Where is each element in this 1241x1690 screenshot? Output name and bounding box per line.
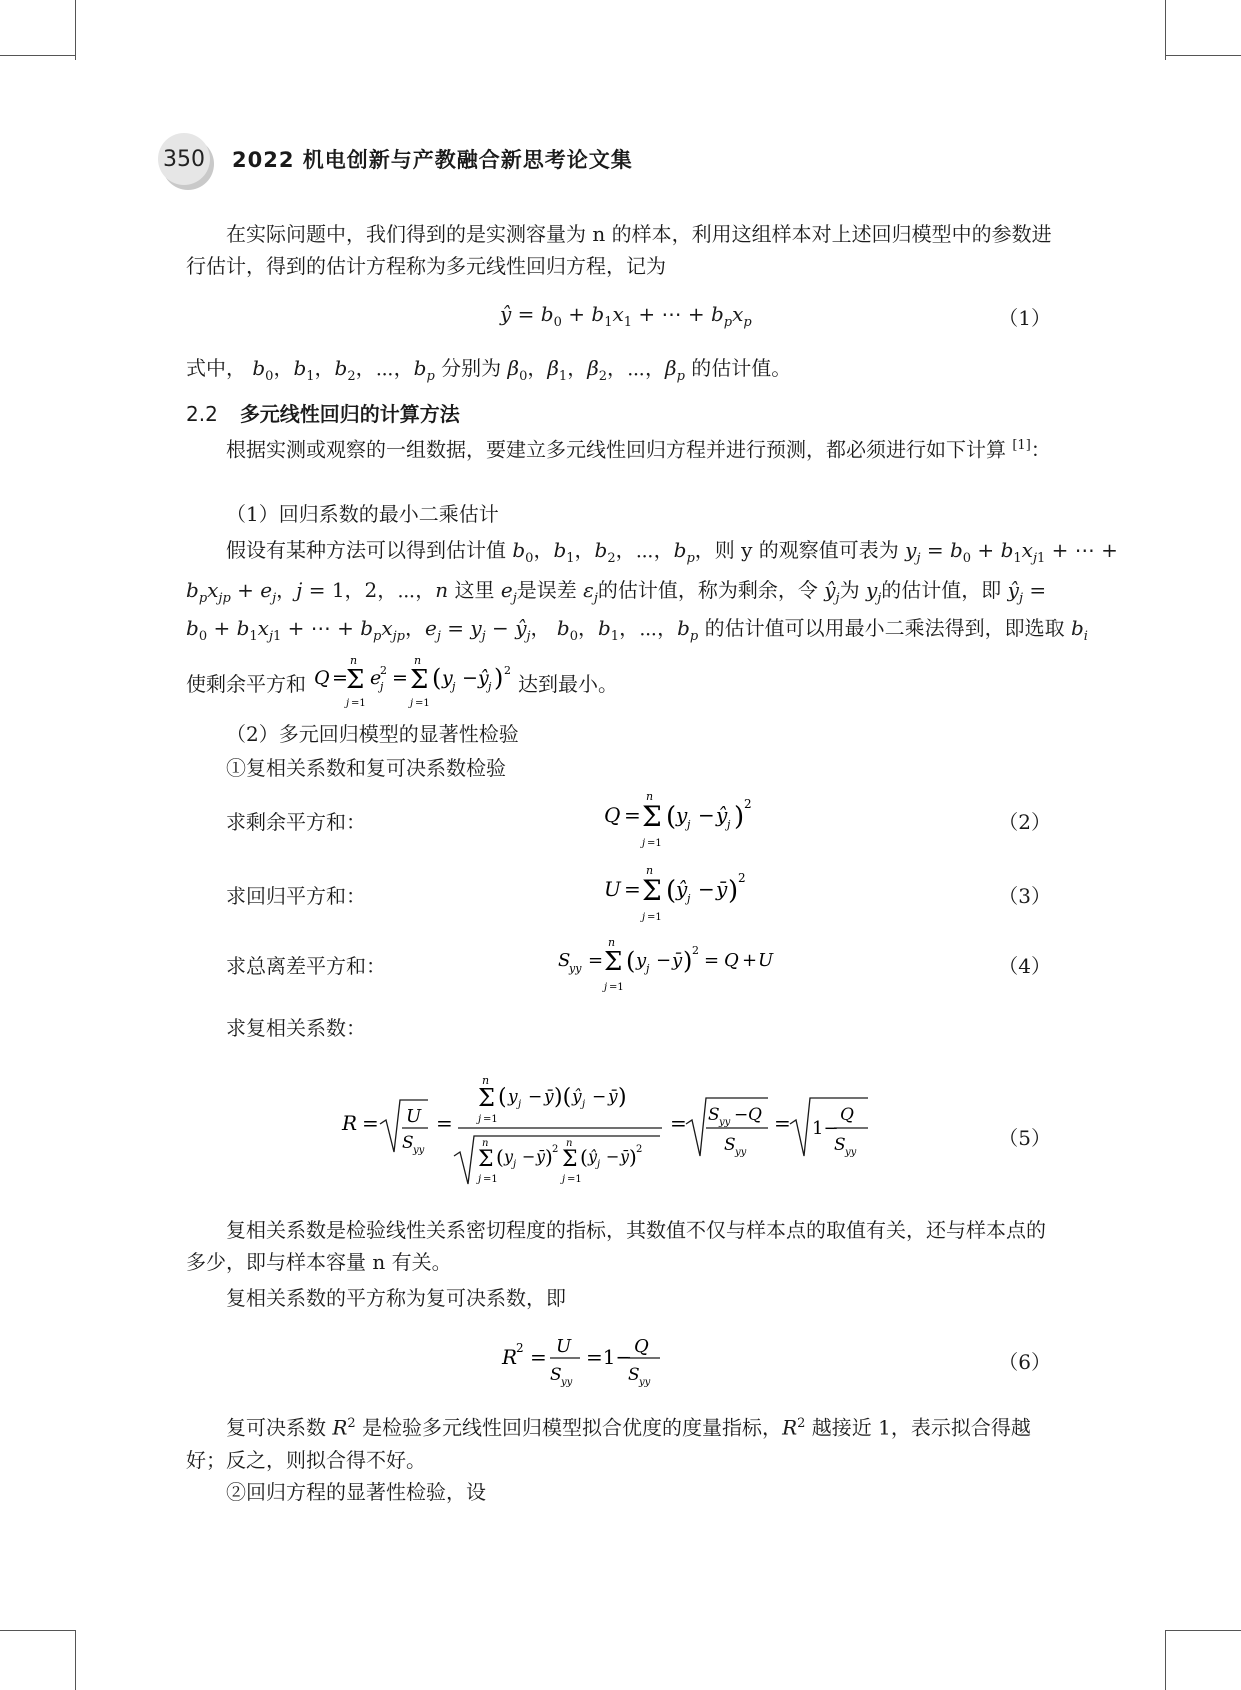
svg-text:−: − [698, 877, 715, 901]
equation-number-4: （4） [998, 954, 1051, 978]
section-title: 多元线性回归的计算方法 [239, 402, 460, 426]
svg-text:): ) [618, 1085, 627, 1110]
svg-text:−: − [462, 667, 478, 689]
svg-text:−: − [734, 1105, 749, 1125]
r2-desc-b: 是检验多元线性回归模型拟合优度的度量指标， [362, 1415, 783, 1440]
svg-text:ŷ: ŷ [716, 803, 728, 827]
ls-line2-a: 这里 [454, 578, 495, 602]
svg-text:−: − [522, 1147, 536, 1166]
equation-1: ŷ = $b_0 + b_1x_1$ + ⋯ + $b_px_p$ [500, 302, 752, 330]
svg-text:=: = [392, 667, 408, 689]
svg-text:j: j [642, 912, 646, 923]
svg-text:j: j [604, 982, 608, 993]
equation-3 [602, 860, 772, 926]
subsection-2-1-heading: ①复相关系数和复可决系数检验 [226, 756, 506, 780]
svg-text:n: n [566, 1138, 573, 1149]
svg-text:j: j [597, 1159, 601, 1170]
section-number: 2.2 [186, 402, 218, 426]
u-label: 求回归平方和： [226, 884, 366, 908]
svg-text:(: ( [432, 664, 442, 692]
svg-text:=: = [624, 803, 641, 827]
inline-q-formula [312, 650, 542, 712]
citation: [1] [1012, 438, 1031, 453]
subsection-1-heading: （1）回归系数的最小二乘估计 [226, 502, 499, 526]
section-heading [186, 398, 460, 427]
svg-text:j: j [582, 1099, 586, 1110]
svg-text:yy: yy [569, 962, 582, 975]
svg-text:j: j [687, 892, 691, 905]
crop-mark [1165, 55, 1241, 56]
ls-line-4-suffix: 达到最小。 [518, 672, 618, 696]
svg-text:y: y [508, 1087, 518, 1107]
svg-text:y: y [442, 667, 453, 689]
svg-text:=: = [362, 1111, 379, 1135]
calc-intro-text: 根据实测或观察的一组数据，要建立多元线性回归方程并进行预测，都必须进行如下计算 [226, 437, 1006, 462]
ls-line-2: $b_px_{jp} + e_j$，j = 1，2，⋯，n 这里 $e_j$是误差 $\varepsilon_j$的估计值，称为剩余，令 $ŷ_j$为 $y_j$的估计值，即 $ŷ_j$ = [186, 578, 1047, 606]
svg-text:=1: =1 [351, 698, 366, 709]
ls-line2-d: 为 [839, 578, 860, 602]
svg-text:j: j [646, 962, 650, 975]
svg-text:Q: Q [840, 1105, 854, 1125]
svg-text:(: ( [666, 876, 677, 906]
svg-text:): ) [728, 876, 739, 906]
crop-mark [75, 1630, 76, 1690]
svg-text:=: = [704, 950, 720, 971]
equation-number-1: （1） [998, 306, 1051, 330]
svg-text:1−: 1− [812, 1118, 839, 1139]
svg-text:Q: Q [314, 667, 330, 689]
ls-line-3: $b_0 + b_1x_{j1}$ + ⋯ + $b_px_{jp}$，$e_j = y_j$ − $ŷ_j$， $b_0$，$b_1$，⋯，$b_p$ 的估计值可以用最小二乘法得到，即选取 $b_i$ [186, 616, 1088, 644]
svg-text:yy: yy [413, 1145, 425, 1156]
svg-text:yy: yy [639, 1377, 651, 1388]
svg-text:U: U [758, 950, 774, 971]
where-suffix: 的估计值。 [691, 356, 792, 380]
svg-text:2: 2 [380, 664, 387, 677]
svg-text:Σ: Σ [642, 800, 662, 833]
equation-number-2: （2） [998, 810, 1051, 834]
ls-line2-e: 的估计值，即 [881, 578, 1002, 602]
svg-text:ŷ: ŷ [676, 877, 688, 901]
svg-text:): ) [629, 1145, 637, 1169]
svg-text:j: j [346, 698, 350, 709]
svg-text:2: 2 [504, 664, 511, 677]
calc-intro-colon: ： [1030, 437, 1051, 462]
crop-mark [1165, 1630, 1241, 1631]
r2-desc-a: 复可决系数 [226, 1415, 326, 1440]
svg-text:Σ: Σ [478, 1147, 494, 1172]
svg-text:yy: yy [845, 1147, 857, 1158]
svg-text:ȳ: ȳ [608, 1087, 618, 1107]
svg-text:Σ: Σ [346, 665, 365, 695]
ls-line1-a: 假设有某种方法可以得到估计值 [226, 538, 506, 562]
svg-text:+: + [742, 950, 758, 971]
q-label: 求剩余平方和： [226, 810, 366, 834]
svg-text:j: j [452, 680, 456, 693]
svg-text:j: j [518, 1099, 522, 1110]
svg-text:Q: Q [604, 803, 621, 827]
svg-text:ŷ: ŷ [572, 1087, 582, 1107]
svg-text:−: − [606, 1147, 620, 1166]
svg-text:=: = [588, 950, 604, 971]
svg-text:n: n [608, 936, 616, 949]
svg-text:Q: Q [634, 1336, 649, 1357]
crop-mark [0, 55, 75, 56]
svg-text:U: U [604, 877, 621, 901]
svg-text:j: j [488, 680, 492, 693]
ls-line2-b: 是误差 [516, 578, 577, 602]
svg-text:S: S [708, 1105, 720, 1125]
page-number: 350 [163, 146, 205, 172]
svg-text:Σ: Σ [478, 1084, 495, 1112]
svg-text:n: n [646, 790, 654, 803]
svg-text:=1: =1 [609, 982, 624, 993]
svg-text:−: − [592, 1087, 607, 1107]
svg-text:=: = [332, 667, 348, 689]
svg-text:j: j [380, 680, 384, 693]
ls-line1-b: ，则 y 的观察值可表为 [694, 538, 899, 562]
svg-text:Q: Q [748, 1105, 762, 1125]
svg-text:(: ( [496, 1145, 504, 1169]
svg-text:n: n [482, 1138, 489, 1149]
svg-text:ȳ: ȳ [544, 1087, 554, 1107]
ls-line3-a: 的估计值可以用最小二乘法得到，即选取 [704, 616, 1065, 640]
equation-number-3: （3） [998, 884, 1051, 908]
running-header-title: 2022 机电创新与产教融合新思考论文集 [232, 148, 633, 172]
equation-number-6: （6） [998, 1350, 1051, 1374]
r-description-paragraph: 复相关系数是检验线性关系密切程度的指标，其数值不仅与样本点的取值有关，还与样本点的多少，即与样本容量 n 有关。 [186, 1218, 1046, 1274]
page-number-badge [158, 133, 210, 185]
svg-text:Σ: Σ [562, 1147, 578, 1172]
r2-description-paragraph: 复可决系数 $R^2$ 是检验多元线性回归模型拟合优度的度量指标，$R^2$ 越接近 1，表示拟合得越好；反之，则拟合得不好。 [186, 1415, 1031, 1472]
svg-text:=1: =1 [647, 912, 662, 923]
svg-text:S: S [724, 1135, 736, 1155]
equation-4 [556, 932, 796, 998]
svg-text:): ) [545, 1145, 553, 1169]
svg-text:S: S [550, 1365, 562, 1385]
equation-2 [602, 786, 772, 852]
svg-text:): ) [494, 664, 504, 692]
equation-number-5: （5） [998, 1126, 1051, 1150]
svg-text:yy: yy [561, 1377, 573, 1388]
svg-text:U: U [556, 1336, 572, 1357]
svg-text:S: S [558, 950, 571, 971]
svg-text:S: S [834, 1135, 846, 1155]
svg-text:Σ: Σ [604, 947, 623, 977]
calc-intro-paragraph [186, 430, 1056, 466]
svg-text:(: ( [498, 1085, 507, 1110]
svg-text:j: j [478, 1114, 482, 1125]
svg-text:ȳ: ȳ [620, 1147, 630, 1166]
svg-text:=: = [530, 1345, 547, 1369]
svg-text:(: ( [666, 802, 677, 832]
svg-text:=: = [670, 1111, 687, 1135]
svg-text:j: j [727, 818, 731, 831]
crop-mark [1165, 1630, 1166, 1690]
crop-mark [0, 1630, 75, 1631]
r-label: 求复相关系数： [226, 1016, 366, 1040]
svg-text:(: ( [626, 947, 636, 975]
svg-text:2: 2 [744, 797, 752, 811]
svg-text:j: j [642, 838, 646, 849]
svg-text:ȳ: ȳ [716, 877, 728, 901]
intro-paragraph: 在实际问题中，我们得到的是实测容量为 n 的样本，利用这组样本对上述回归模型中的参数进行估计，得到的估计方程称为多元线性回归方程，记为 [186, 222, 1052, 278]
ls-line-1: 假设有某种方法可以得到估计值 $b_0$，$b_1$，$b_2$，⋯，$b_p$，则 y 的观察值可表为 $y_j = b_0 + b_1x_{j1}$ + ⋯ + [226, 538, 1118, 566]
svg-text:R: R [342, 1111, 358, 1135]
svg-text:=1: =1 [647, 838, 662, 849]
svg-text:Σ: Σ [410, 665, 429, 695]
svg-text:2: 2 [516, 1341, 524, 1355]
equation-5 [340, 1060, 880, 1190]
svg-text:ŷ: ŷ [588, 1147, 598, 1166]
svg-text:=1: =1 [483, 1114, 498, 1125]
svg-text:y: y [676, 803, 688, 827]
svg-text:−: − [528, 1087, 543, 1107]
svg-text:n: n [350, 654, 358, 667]
svg-text:j: j [562, 1174, 566, 1185]
svg-text:j: j [687, 818, 691, 831]
crop-mark [75, 0, 76, 60]
svg-text:ȳ: ȳ [672, 950, 683, 971]
svg-text:): ) [734, 802, 745, 832]
ls-line-4-label: 使剩余平方和 [186, 672, 306, 696]
where-prefix: 式中， [186, 356, 246, 380]
f-test-line: ②回归方程的显著性检验，设 [226, 1480, 486, 1504]
svg-text:2: 2 [636, 1144, 643, 1155]
svg-text:Σ: Σ [642, 874, 662, 907]
svg-text:=1: =1 [567, 1174, 582, 1185]
svg-text:j: j [410, 698, 414, 709]
svg-text:y: y [504, 1147, 514, 1166]
svg-text:yy: yy [735, 1147, 747, 1158]
ls-line2-c: 的估计值，称为剩余，令 [597, 578, 818, 602]
svg-text:2: 2 [692, 944, 699, 957]
where-line: 式中， $b_0$，$b_1$，$b_2$，⋯，$b_p$ 分别为 $\beta_0$，$\beta_1$，$\beta_2$，⋯，$\beta_p$ 的估计值。 [186, 356, 792, 384]
svg-text:−: − [656, 950, 672, 971]
svg-text:j: j [478, 1174, 482, 1185]
r2-desc-c: 越接近 1，表示拟合得越好；反之，则拟合得不好。 [186, 1415, 1031, 1472]
svg-text:2: 2 [552, 1144, 559, 1155]
svg-text:S: S [402, 1133, 414, 1153]
svg-text:(: ( [580, 1145, 588, 1169]
svg-text:y: y [636, 950, 647, 971]
svg-text:R: R [502, 1345, 518, 1369]
r2-intro: 复相关系数的平方称为复可决系数，即 [226, 1286, 566, 1310]
svg-text:n: n [646, 864, 654, 877]
svg-text:=1−: =1− [586, 1345, 633, 1369]
syy-label: 求总离差平方和： [226, 954, 386, 978]
svg-text:n: n [414, 654, 422, 667]
svg-text:Q: Q [724, 950, 739, 971]
svg-text:=: = [624, 877, 641, 901]
equation-6 [500, 1326, 670, 1392]
svg-text:=1: =1 [415, 698, 430, 709]
svg-text:n: n [482, 1074, 490, 1087]
svg-text:−: − [698, 803, 715, 827]
svg-text:=1: =1 [483, 1174, 498, 1185]
svg-text:j: j [513, 1159, 517, 1170]
svg-text:)(: )( [554, 1085, 572, 1110]
svg-text:U: U [406, 1106, 422, 1127]
svg-text:=: = [774, 1111, 791, 1135]
svg-text:yy: yy [719, 1117, 731, 1128]
svg-text:=: = [436, 1111, 453, 1135]
svg-text:e: e [370, 667, 382, 689]
svg-text:ŷ: ŷ [478, 667, 489, 689]
subsection-2-heading: （2）多元回归模型的显著性检验 [226, 722, 519, 746]
svg-text:2: 2 [738, 871, 746, 885]
where-mid: 分别为 [441, 356, 502, 380]
svg-text:S: S [628, 1365, 640, 1385]
svg-text:ȳ: ȳ [536, 1147, 546, 1166]
svg-text:): ) [683, 947, 693, 975]
crop-mark [1165, 0, 1166, 60]
